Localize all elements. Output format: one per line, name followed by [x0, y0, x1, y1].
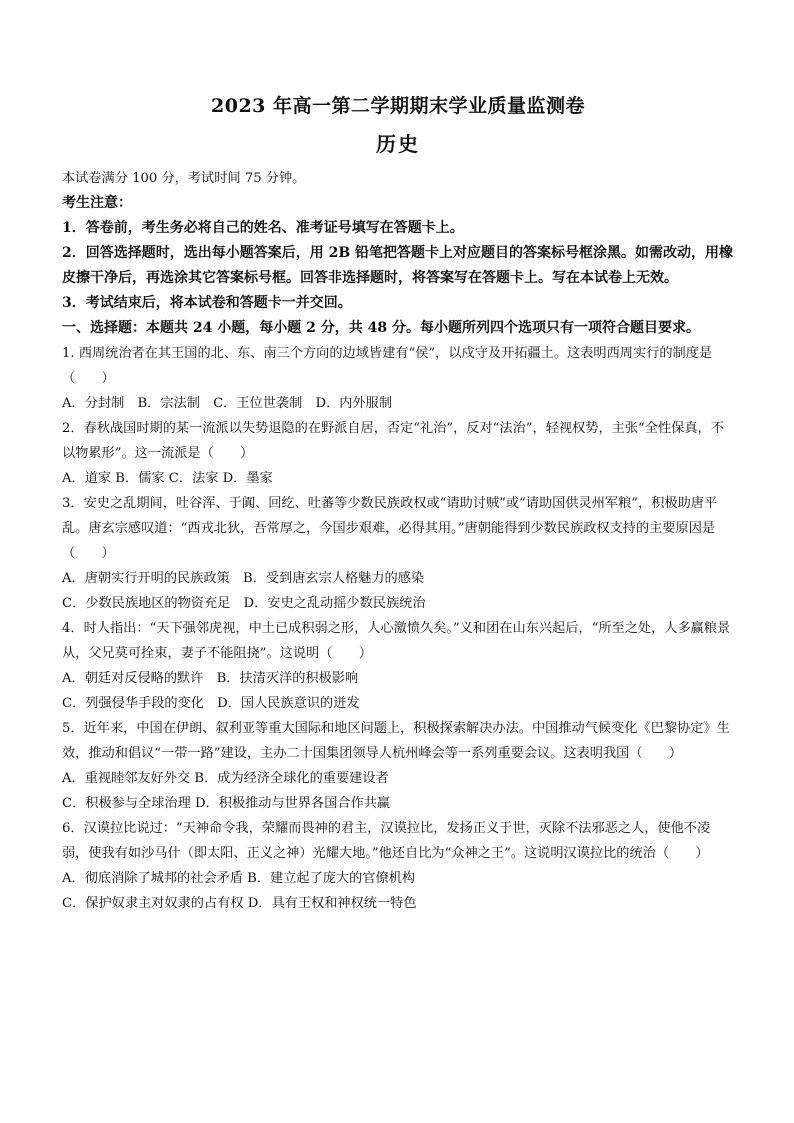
question-stem: 1. 西周统治者在其王国的北、东、南三个方向的边域皆建有“侯”，以戍守及开拓疆土。这表明西周实行的制度是（ ） [62, 346, 713, 386]
question-options: A．彻底消除了城邦的社会矛盾 B．建立起了庞大的官僚机构 [62, 871, 416, 886]
notice-item: 3．考试结束后，将本试卷和答题卡一并交回。 [62, 295, 352, 311]
question [62, 816, 734, 916]
question-options: A．道家 B．儒家 C．法家 D．墨家 [62, 471, 273, 486]
notice-item: 1．答卷前，考生务必将自己的姓名、准考证号填写在答题卡上。 [62, 220, 464, 236]
question [62, 716, 734, 816]
question-stem: 5．近年来，中国在伊朗、叙利亚等重大国际和地区问题上，积极探索解决办法。中国推动气候变化《巴黎协定》生效，推动和倡议“一带一路”建设，主办二十国集团领导人杭州峰会等一系列重要会议。这表明我国（ ） [62, 721, 730, 761]
exam-info: 本试卷满分 100 分，考试时间 75 分钟。 [62, 171, 306, 186]
question-options: A．唐朝实行开明的民族政策 B．受到唐玄宗人格魅力的感染 [62, 571, 425, 586]
notice-item: 2．回答选择题时，选出每小题答案后，用 2B 铅笔把答题卡上对应题目的答案标号框涂黑。如需改动，用橡皮擦干净后，再选涂其它答案标号框。回答非选择题时，将答案写在答题卡上。写在本试卷上无效。 [62, 245, 734, 286]
question [62, 341, 734, 416]
question-options: A．分封制 B．宗法制 C．王位世袭制 D．内外服制 [62, 396, 393, 411]
exam-page [62, 92, 734, 916]
question [62, 491, 734, 616]
question-stem: 6．汉谟拉比说过：“天神命令我，荣耀而畏神的君主，汉谟拉比，发扬正义于世，灭除不法邪恶之人，使他不凌弱，使我有如沙马什（即太阳、正义之神）光耀大地。”他还自比为“众神之王”。这说明汉谟拉比的统治（ ） [62, 821, 711, 861]
question-options: C．少数民族地区的物资充足 D．安史之乱动摇少数民族统治 [62, 596, 426, 611]
section-heading: 一、选择题：本题共 24 小题，每小题 2 分，共 48 分。每小题所列四个选项只有一项符合题目要求。 [62, 320, 700, 336]
question-stem: 2．春秋战国时期的某一流派以失势退隐的在野派自居，否定“礼治”，反对“法治”，轻视权势，主张“全性保真，不以物累形”。这一流派是（ ） [62, 421, 724, 461]
exam-title: 2023 年高一第二学期期末学业质量监测卷 [211, 95, 585, 117]
question-options: C．积极参与全球治理 D．积极推动与世界各国合作共赢 [62, 796, 391, 811]
question-options: A．朝廷对反侵略的默许 B．扶清灭洋的积极影响 [62, 671, 359, 686]
question-options: C．列强侵华手段的变化 D．国人民族意识的迸发 [62, 696, 360, 711]
question [62, 616, 734, 716]
question-options: C．保护奴隶主对奴隶的占有权 D．具有王权和神权统一特色 [62, 896, 417, 911]
question-stem: 3．安史之乱期间，吐谷浑、于阗、回纥、吐蕃等少数民族政权或“请助讨贼”或“请助国供灵州军粮”，积极助唐平乱。唐玄宗感叹道：“西戎北狄，吾常厚之，今国步艰难，必得其用。”唐朝能得到少数民族政权支持的主要原因是（ ） [62, 496, 718, 561]
notice-heading: 考生注意： [62, 195, 132, 211]
question-stem: 4．时人指出：“天下强邻虎视，中土已成积弱之形，人心激愤久矣。”义和团在山东兴起后，“所至之处，人多赢粮景从，父兄莫可拴束，妻子不能阻挠”。这说明（ ） [62, 621, 731, 661]
question [62, 416, 734, 491]
subject-title: 历史 [376, 132, 420, 156]
question-options: A．重视睦邻友好外交 B．成为经济全球化的重要建设者 [62, 771, 389, 786]
